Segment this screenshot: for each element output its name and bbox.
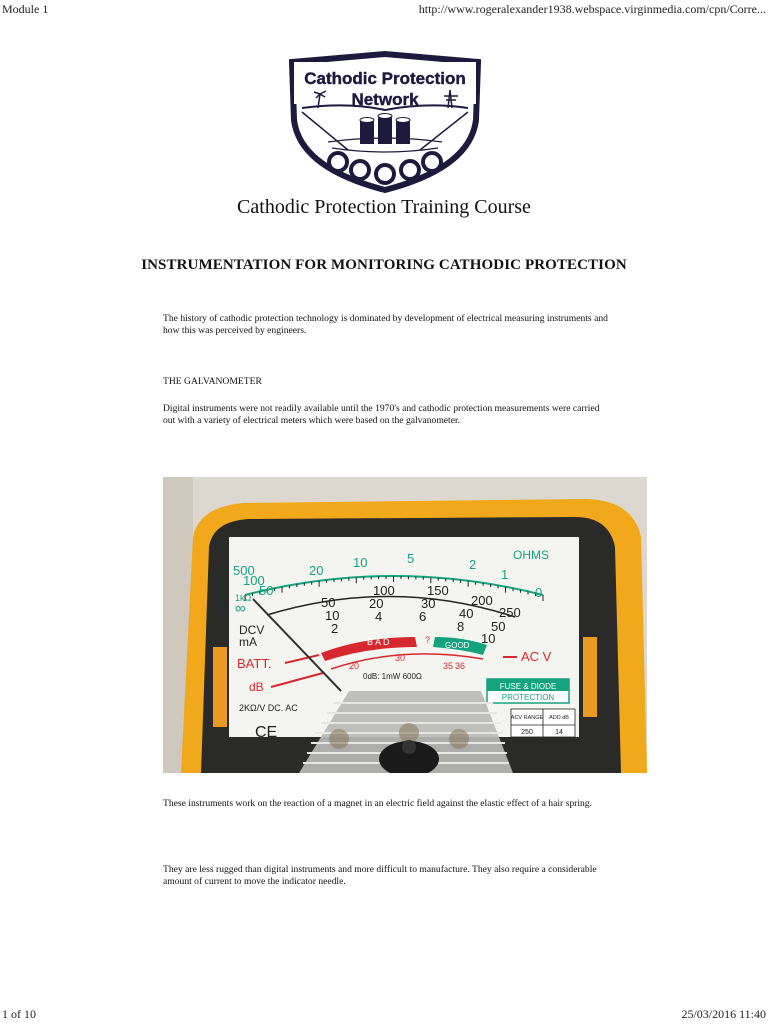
scale250-tick-250: 250 bbox=[499, 605, 521, 620]
table-value-14: 14 bbox=[555, 729, 563, 736]
header-module-label: Module 1 bbox=[2, 2, 49, 16]
ohms-tick-10: 10 bbox=[353, 555, 368, 570]
scale10-tick-2: 2 bbox=[331, 621, 339, 636]
batt-label: BATT. bbox=[237, 656, 272, 671]
scale10-tick-6: 6 bbox=[419, 609, 427, 624]
ohms-tick-1: 1 bbox=[501, 567, 509, 582]
scale50-tick-30: 30 bbox=[421, 596, 436, 611]
good-label: GOOD bbox=[445, 641, 470, 650]
db-tick-36: 36 bbox=[455, 661, 466, 671]
cpn-logo bbox=[288, 50, 482, 194]
scale50-tick-40: 40 bbox=[459, 606, 474, 621]
analog-meter-illustration bbox=[163, 477, 647, 773]
kohm-label: 1kΩ bbox=[235, 593, 252, 603]
section-title-galvanometer: THE GALVANOMETER bbox=[163, 376, 262, 387]
scale10-tick-4: 4 bbox=[375, 609, 383, 624]
header-url[interactable]: http://www.rogeralexander1938.webspace.virginmedia.com/cpn/Corre... bbox=[418, 2, 766, 16]
table-header-add-db: ADD dB bbox=[549, 715, 569, 721]
scale10-tick-8: 8 bbox=[457, 619, 465, 634]
scale50-tick-50: 50 bbox=[491, 619, 506, 634]
cpn-logo-shield bbox=[288, 50, 482, 194]
reaction-paragraph: These instruments work on the reaction of a magnet in an electric field against the elastic effect of a hair spring. bbox=[163, 798, 592, 809]
fuse-label: FUSE & DIODE bbox=[499, 682, 557, 691]
ohms-tick-100: 100 bbox=[243, 573, 265, 588]
ohms-tick-0: 0 bbox=[535, 585, 543, 600]
rugged-paragraph: They are less rugged than digital instruments and more difficult to manufacture. They also require a considerable amount of current to move the indicator needle. bbox=[163, 864, 597, 887]
scale50-tick-20: 20 bbox=[369, 596, 384, 611]
ohms-label: OHMS bbox=[513, 548, 549, 562]
ohms-tick-5: 5 bbox=[407, 551, 415, 566]
ohms-tick-2: 2 bbox=[469, 557, 477, 572]
footer-timestamp: 25/03/2016 11:40 bbox=[681, 1007, 766, 1021]
db-tick-20: 20 bbox=[349, 661, 360, 671]
protection-label: PROTECTION bbox=[501, 693, 555, 702]
db-reference: 0dB: 1mW 600Ω bbox=[363, 672, 422, 681]
ma-label: mA bbox=[239, 635, 257, 649]
logo-text-line1: Cathodic Protection bbox=[304, 69, 466, 88]
footer-page-count: 1 of 10 bbox=[2, 1007, 36, 1021]
scale250-tick-100: 100 bbox=[373, 583, 395, 598]
main-heading: INSTRUMENTATION FOR MONITORING CATHODIC PROTECTION bbox=[141, 257, 627, 273]
db-tick-30: 30 bbox=[395, 653, 406, 663]
scale250-tick-200: 200 bbox=[471, 593, 493, 608]
db-tick-35: 35 bbox=[443, 661, 454, 671]
sensitivity-label: 2KΩ/V DC. AC bbox=[239, 703, 298, 713]
acv-label: AC V bbox=[521, 649, 552, 664]
dcv-label: DCV bbox=[239, 623, 265, 637]
course-title: Cathodic Protection Training Course bbox=[237, 196, 531, 218]
table-header-acv-range: ACV RANGE bbox=[510, 715, 544, 721]
scale50-tick-10: 10 bbox=[325, 608, 340, 623]
intro-paragraph: The history of cathodic protection technology is dominated by development of electrical measuring instruments and how this was perceived by engineers. bbox=[163, 313, 608, 336]
svg-text:?: ? bbox=[425, 635, 431, 645]
meter-photo bbox=[163, 477, 647, 773]
scale10-tick-10: 10 bbox=[481, 631, 496, 646]
bad-label: BAD bbox=[367, 637, 392, 647]
ohms-tick-20: 20 bbox=[309, 563, 324, 578]
scale250-tick-150: 150 bbox=[427, 583, 449, 598]
scale250-tick-50: 50 bbox=[321, 595, 336, 610]
logo-text-line2: Network bbox=[351, 90, 419, 109]
galvanometer-paragraph: Digital instruments were not readily available until the 1970's and cathodic protection measurements were carried out with a variety of electrical meters which were based on the galvanometer. bbox=[163, 403, 600, 426]
ce-mark: CE bbox=[255, 724, 278, 741]
table-value-250: 250 bbox=[521, 729, 533, 736]
db-label: dB bbox=[249, 680, 264, 694]
ohms-tick-50: 50 bbox=[259, 583, 274, 598]
infinity-label: ∞ bbox=[235, 600, 246, 617]
ohms-tick-500: 500 bbox=[233, 563, 255, 578]
